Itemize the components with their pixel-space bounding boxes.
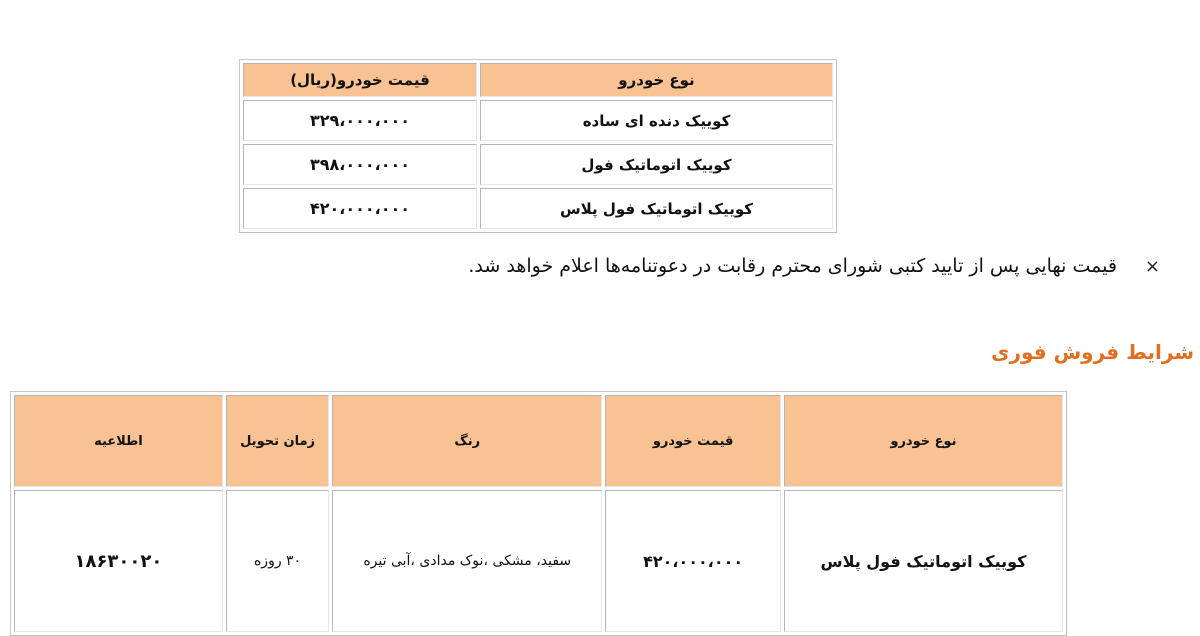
header-delivery-time: زمان تحویل — [226, 395, 329, 487]
table-row — [243, 100, 833, 141]
color-cell: سفید، مشکی ،نوک مدادی ،آبی تیره — [332, 490, 602, 632]
table-row — [14, 490, 1063, 632]
car-type-cell: کوییک اتوماتیک فول پلاس — [480, 188, 833, 229]
price-table-header — [243, 63, 833, 97]
header-notice: اطلاعیه — [14, 395, 223, 487]
price-note-text: قیمت نهایی پس از تایید کتبی شورای محترم رقابت در دعوتنامه‌ها اعلام خواهد شد. — [468, 255, 1117, 277]
car-price-cell: ۳۲۹،۰۰۰،۰۰۰ — [243, 100, 477, 141]
price-table — [239, 59, 837, 233]
bullet-x-icon: × — [1144, 255, 1160, 277]
header-car-price: قیمت خودرو(ریال) — [243, 63, 477, 97]
header-car-type: نوع خودرو — [480, 63, 833, 97]
header-color: رنگ — [332, 395, 602, 487]
car-type-cell: کوییک اتوماتیک فول پلاس — [784, 490, 1063, 632]
car-price-cell: ۴۲۰،۰۰۰،۰۰۰ — [243, 188, 477, 229]
delivery-time-cell: ۳۰ روزه — [226, 490, 329, 632]
instant-sale-table — [10, 391, 1067, 636]
car-price-cell: ۴۲۰،۰۰۰،۰۰۰ — [605, 490, 781, 632]
section-title-instant-sale: شرایط فروش فوری — [991, 340, 1194, 364]
table-row — [243, 188, 833, 229]
notice-number-cell: ۱۸۶۳۰۰۲۰ — [14, 490, 223, 632]
header-car-price: قیمت خودرو — [605, 395, 781, 487]
price-note — [468, 255, 1160, 277]
header-car-type: نوع خودرو — [784, 395, 1063, 487]
car-type-cell: کوییک دنده ای ساده — [480, 100, 833, 141]
car-price-cell: ۳۹۸،۰۰۰،۰۰۰ — [243, 144, 477, 185]
table-row — [243, 144, 833, 185]
car-type-cell: کوییک اتوماتیک فول — [480, 144, 833, 185]
sale-table-header — [14, 395, 1063, 487]
